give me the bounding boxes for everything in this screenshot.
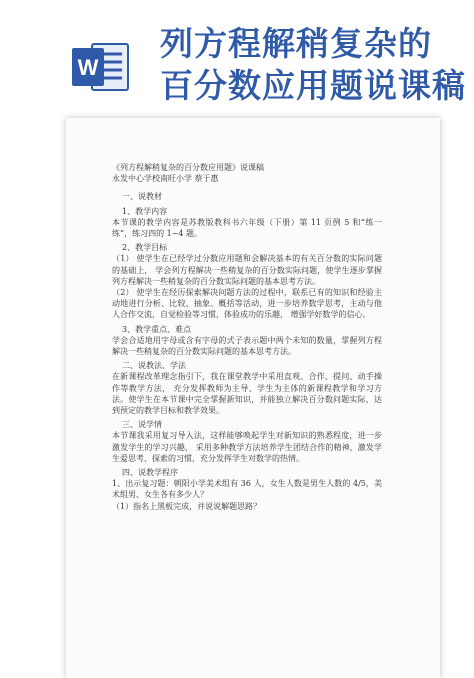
subsection-heading: 3、教学重点、难点 [122,324,192,334]
banner-title-line-2: 百分数应用题说课稿 [160,66,466,105]
section-heading: 二、说教法、学法 [122,361,186,371]
paragraph: 1、出示复习题：朝阳小学美术组有 36 人，女生人数是男生人数的 4/5，美术组男、女生各有多少人？ [112,479,382,500]
word-document-icon [70,40,130,94]
paragraph: （1）指名上黑板完成，并说说解题思路？ [112,501,262,511]
paragraph: 本节课我采用复习导入法，这样能够唤起学生对新知识的熟悉程度，进一步激发学生的学习兴趣， 采用多种教学方法培养学生团结合作的精神，激发学生爱思考、探索的习惯，充分发挥学生对数学的热情。 [112,431,382,463]
subsection-heading: 1、教学内容 [122,206,168,216]
banner-title-line-1: 列方程解稍复杂的 [160,24,432,63]
paragraph: 学会合适地用字母或含有字母的式子表示题中两个未知的数量，掌握列方程解决一些稍复杂的百分数实际问题的基本思考方法。 [112,335,382,357]
document-body [112,162,382,512]
section-heading: 一、说教材 [122,192,162,202]
word-logo-letter: W [77,55,99,80]
banner [0,0,474,110]
paragraph: （2） 使学生在经历探索解决问题方法的过程中，联系已有的知识和经验主动地进行分析、比较、抽象、概括等活动，进一步培养数学思考，主动与他人合作交流，自觉检验等习惯，体验成功的乐趣， 增强学好数学的信心。 [112,288,382,320]
document-author: 永发中心学校南旺小学 蔡于惠 [112,174,219,184]
paragraph: （1） 使学生在已经学过分数应用题和会解决基本的有关百分数的实际问题的基础上， 学会列方程解决一些稍复杂的百分数实际问题，使学生逐步掌握列方程解决一些稍复杂的百分数实际问题的基本思考方法。 [112,254,382,286]
section-heading: 四、说教学程序 [122,468,178,478]
paragraph: 在新课程改革理念指引下，我在课堂教学中采用直观、合作、提问、动手操作等教学方法， 充分发挥教师为主导、学生为主体的新课程教学和学习方法。使学生在本节课中完全掌握新知识，并能独立解决百分数问题实际，达到预定的教学目标和教学效果。 [112,372,382,416]
subsection-heading: 2、教学目标 [122,243,168,253]
section-heading: 三、说学情 [122,420,162,430]
document-title: 《列方程解稍复杂的百分数应用题》说课稿 [112,163,264,172]
paragraph: 本节课的教学内容是苏教版教科书六年级（下册）第 11 页例 5 和“练一练”，练习四的 1~4 题。 [112,217,382,239]
